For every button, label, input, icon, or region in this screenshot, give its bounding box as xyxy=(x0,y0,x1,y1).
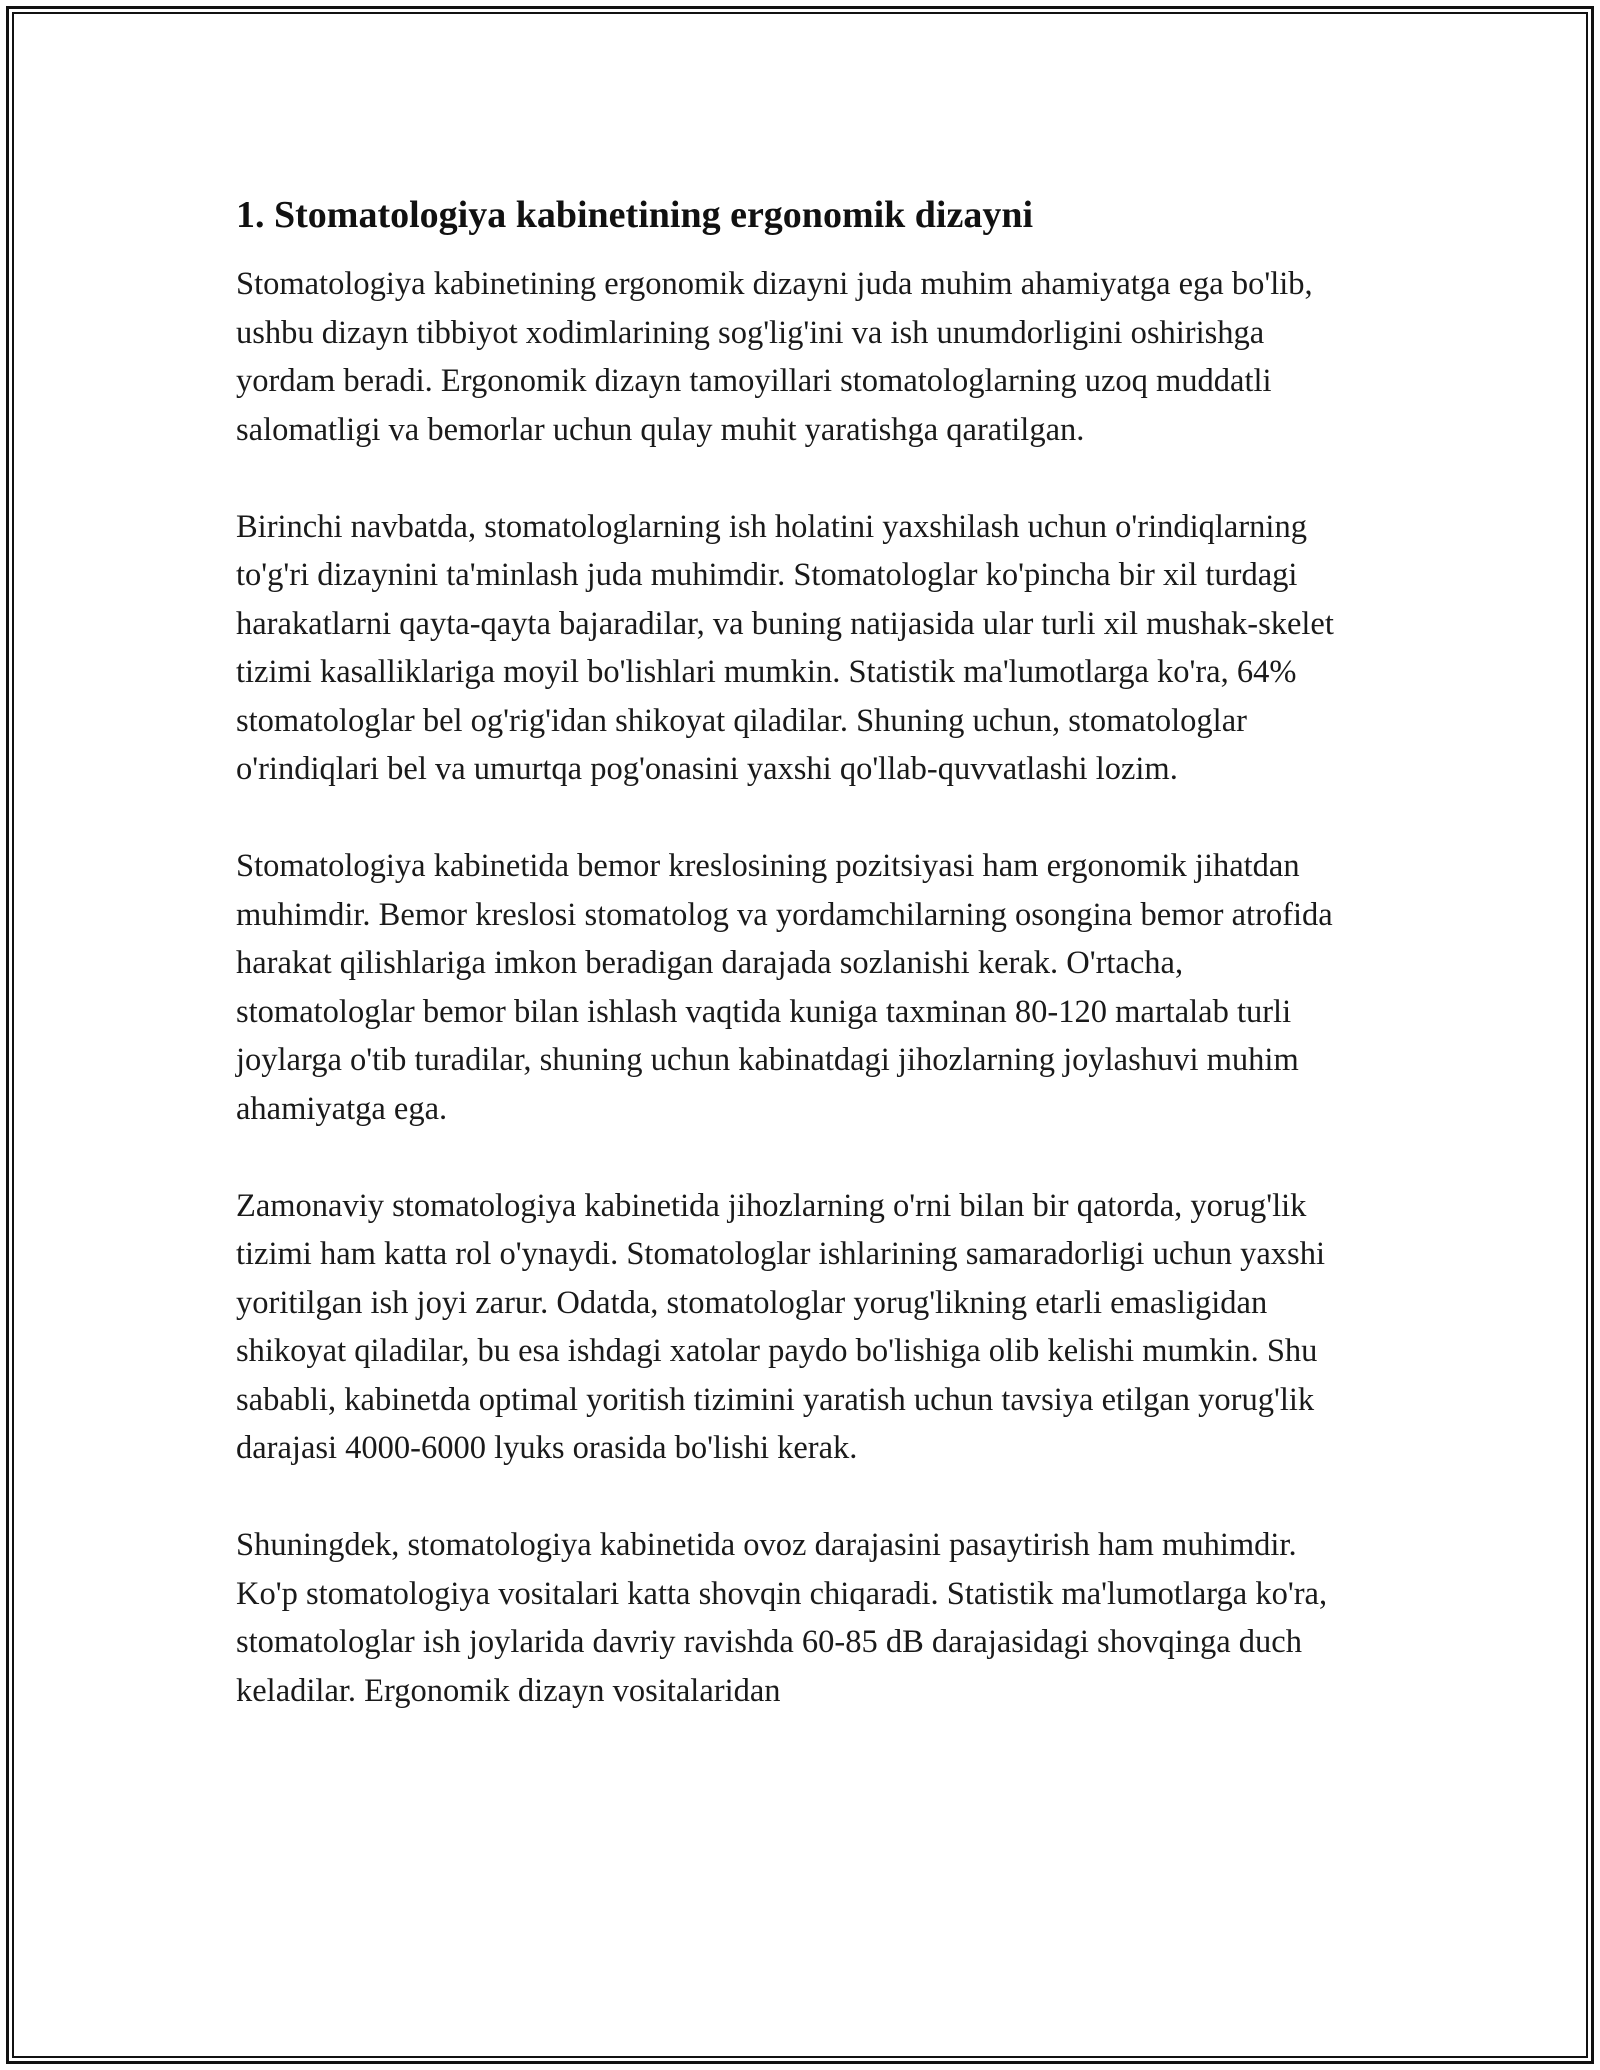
document-body xyxy=(236,188,1364,1715)
section-heading: 1. Stomatologiya kabinetining ergonomik dizayni xyxy=(236,194,1034,236)
paragraph-seating: Birinchi navbatda, stomatologlarning ish holatini yaxshilash uchun o'rindiqlarning to'g'ri dizaynini ta'minlash juda muhimdir. Stomatologlar ko'pincha bir xil turdagi harakatlarni qayta-qayta bajaradilar, va buning natijasida ular turli xil mushak-skelet tizimi kasalliklariga moyil bo'lishlari mumkin. Statistik ma'lumotlarga ko'ra, 64% stomatologlar bel og'rig'idan shikoyat qiladilar. Shuning uchun, stomatologlar o'rindiqlari bel va umurtqa pog'onasini yaxshi qo'llab-quvvatlashi lozim. xyxy=(236,508,1334,787)
paragraph-noise: Shuningdek, stomatologiya kabinetida ovoz darajasini pasaytirish ham muhimdir. Ko'p stomatologiya vositalari katta shovqin chiqaradi. Statistik ma'lumotlarga ko'ra, stomatologlar ish joylarida davriy ravishda 60-85 dB darajasidagi shovqinga duch keladilar. Ergonomik dizayn vositalaridan xyxy=(236,1527,1328,1709)
paragraph-lighting: Zamonaviy stomatologiya kabinetida jihozlarning o'rni bilan bir qatorda, yorug'lik tizimi ham katta rol o'ynaydi. Stomatologlar ishlarining samaradorligi uchun yaxshi yoritilgan ish joyi zarur. Odatda, stomatologlar yorug'likning etarli emasligidan shikoyat qiladilar, bu esa ishdagi xatolar paydo bo'lishiga olib kelishi mumkin. Shu sababli, kabinetda optimal yoritish tizimini yaratish uchun tavsiya etilgan yorug'lik darajasi 4000-6000 lyuks orasida bo'lishi kerak. xyxy=(236,1187,1325,1466)
paragraph-patient-chair: Stomatologiya kabinetida bemor kreslosining pozitsiyasi ham ergonomik jihatdan muhimdir. Bemor kreslosi stomatolog va yordamchilarning osongina bemor atrofida harakat qilishlariga imkon beradigan darajada sozlanishi kerak. O'rtacha, stomatologlar bemor bilan ishlash vaqtida kuniga taxminan 80-120 martalab turli joylarga o'tib turadilar, shuning uchun kabinatdagi jihozlarning joylashuvi muhim ahamiyatga ega. xyxy=(236,848,1333,1127)
paragraph-intro: Stomatologiya kabinetining ergonomik dizayni juda muhim ahamiyatga ega bo'lib, ushbu dizayn tibbiyot xodimlarining sog'lig'ini va ish unumdorligini oshirishga yordam beradi. Ergonomik dizayn tamoyillari stomatologlarning uzoq muddatli salomatligi va bemorlar uchun qulay muhit yaratishga qaratilgan. xyxy=(236,266,1313,448)
